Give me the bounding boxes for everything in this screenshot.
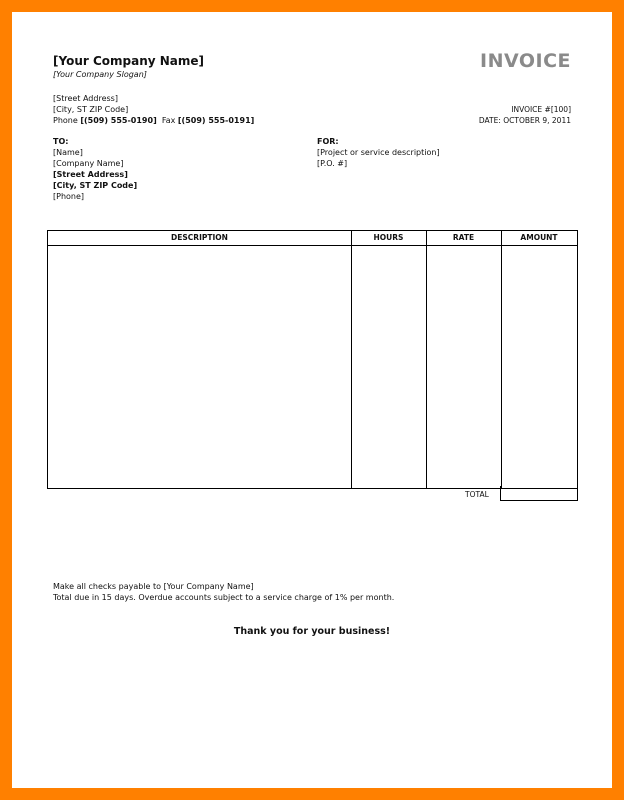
invoice-page [12, 12, 612, 788]
bill-for-po: [P.O. #] [317, 159, 348, 168]
fax-label: Fax [161, 116, 176, 125]
bill-to-city: [City, ST ZIP Code] [53, 181, 138, 190]
column-divider [351, 231, 352, 488]
company-city: [City, ST ZIP Code] [53, 105, 129, 114]
column-header-amount: AMOUNT [501, 231, 577, 246]
total-label: TOTAL [465, 490, 489, 499]
company-name: [Your Company Name] [53, 54, 205, 68]
line-items-table [47, 230, 578, 489]
column-header-rate: RATE [426, 231, 501, 246]
bill-to-label: TO: [53, 137, 69, 146]
bill-to-company: [Company Name] [53, 159, 124, 168]
bill-to-phone: [Phone] [53, 192, 85, 201]
bill-to-street: [Street Address] [53, 170, 128, 179]
company-street: [Street Address] [53, 94, 118, 103]
footer-checks: Make all checks payable to [Your Company Name] [53, 582, 254, 591]
thank-you-note: Thank you for your business! [233, 626, 391, 637]
phone-value: [(509) 555-0190] [80, 116, 157, 125]
column-header-hours: HOURS [351, 231, 426, 246]
bill-for-project: [Project or service description] [317, 148, 440, 157]
invoice-number: INVOICE #[100] [511, 105, 571, 114]
invoice-date: DATE: OCTOBER 9, 2011 [478, 116, 571, 125]
company-slogan: [Your Company Slogan] [53, 70, 147, 79]
total-amount-cell [500, 486, 578, 501]
fax-value: [(509) 555-0191] [177, 116, 255, 125]
bill-to-name: [Name] [53, 148, 83, 157]
footer-terms: Total due in 15 days. Overdue accounts subject to a service charge of 1% per month. [53, 593, 395, 602]
column-header-description: DESCRIPTION [48, 231, 351, 246]
column-divider [426, 231, 427, 488]
company-phone-fax [53, 116, 254, 125]
bill-for-label: FOR: [317, 137, 339, 146]
invoice-title: INVOICE [480, 50, 571, 72]
phone-label: Phone [53, 116, 78, 125]
column-divider [501, 231, 502, 488]
